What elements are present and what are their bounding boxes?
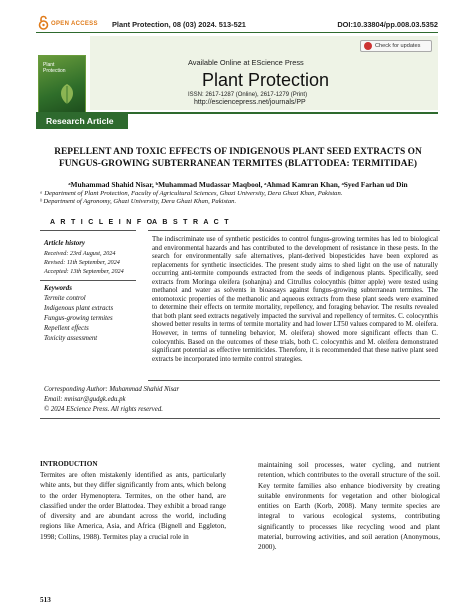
article-title-line2: FUNGUS-GROWING SUBTERRANEAN TERMITES (BLATTODEA: TERMITIDAE) <box>58 159 418 169</box>
article-type-badge: Research Article <box>36 113 128 129</box>
top-bar <box>0 0 474 28</box>
article-history-title: Article history <box>44 239 86 247</box>
crossmark-icon <box>364 42 372 50</box>
introduction-heading: INTRODUCTION <box>40 460 98 468</box>
page-number: 513 <box>40 596 51 604</box>
check-updates-label: Check for updates <box>375 43 421 49</box>
article-info-heading: A R T I C L E I N F O <box>50 219 154 226</box>
abstract-heading: A B S T R A C T <box>152 219 231 226</box>
journal-title: Plant Protection <box>202 70 330 90</box>
correspondence-divider <box>40 418 440 419</box>
author-email[interactable]: Email: mnisar@gudgk.edu.pk <box>44 396 126 403</box>
affiliation-b: ᵇ Department of Agronomy, Ghazi University, Dera Ghazi Khan, Pakistan. <box>40 198 237 205</box>
article-title-line1: REPELLENT AND TOXIC EFFECTS OF INDIGENOUS PLANT SEED EXTRACTS ON <box>54 147 422 157</box>
top-divider <box>36 32 438 33</box>
keyword-item: Termite control <box>44 295 86 302</box>
keyword-item: Toxicity assessment <box>44 335 98 342</box>
journal-url-link[interactable]: http://esciencepress.net/journals/PP <box>194 99 306 106</box>
journal-header <box>90 36 438 110</box>
cover-title-line2: Protection <box>43 68 66 74</box>
abstract-top-divider <box>148 230 440 231</box>
accepted-date: Accepted: 13th September, 2024 <box>44 268 124 275</box>
keywords-title: Keywords <box>44 284 72 292</box>
keywords-divider <box>40 280 136 281</box>
revised-date: Revised: 11th September, 2024 <box>44 259 120 266</box>
introduction-left-column: Termites are often mistakenly identified as ants, particularly white ants, but they differ significantly from ants, which belong to the order Hymenoptera. Termites, on the other hand, are classified under the order Blattodea. They exhibit a broad range of diversity and are abundant across the world, including regions like America, Asia, and Africa (Bignell and Eggleton, 1998; Collins, 1988). Termites play a crucial role in <box>40 471 226 541</box>
issn-text: ISSN: 2617-1287 (Online), 2617-1279 (Print) <box>188 92 308 98</box>
article-title <box>36 146 440 170</box>
author-list: ᵃMuhammad Shahid Nisar, ᵇMuhammad Mudassar Maqbool, ᵃAhmad Kamran Khan, ᵃSyed Farhan ud Din <box>68 180 408 189</box>
cover-title <box>43 62 66 74</box>
keyword-item: Fungus-growing termites <box>44 315 113 322</box>
doi-link[interactable]: DOI:10.33804/pp.008.03.5352 <box>337 20 438 29</box>
open-access-lock-icon <box>38 15 49 30</box>
cover-title-line1: Plant <box>43 62 55 68</box>
affiliation-a: ᵃ Department of Plant Protection, Faculty of Agricultural Sciences, Ghazi University, Dera Ghazi Khan, Pakistan. <box>40 190 343 197</box>
check-for-updates-button[interactable] <box>360 40 432 52</box>
journal-reference: Plant Protection, 08 (03) 2024. 513-521 <box>112 20 246 29</box>
corresponding-author: Corresponding Author: Muhammad Shahid Nisar <box>44 386 180 393</box>
article-info-divider <box>40 230 136 231</box>
abstract-bottom-divider <box>148 380 440 381</box>
keyword-item: Repellent effects <box>44 325 89 332</box>
open-access-logo-text: OPEN ACCESS <box>51 21 98 27</box>
received-date: Received: 23rd August, 2024 <box>44 250 116 257</box>
leaf-icon <box>57 82 77 106</box>
keyword-item: Indigenous plant extracts <box>44 305 114 312</box>
available-online-text: Available Online at EScience Press <box>188 58 304 67</box>
copyright-notice: © 2024 EScience Press. All rights reserved. <box>44 406 163 413</box>
journal-cover-image <box>38 55 86 113</box>
abstract-text: The indiscriminate use of synthetic pesticides to control fungus-growing termites has led to biological and environmental hazards and has contributed to the development of resistance in these pests. In the search for environmentally safe alternatives, plant-derived biopesticides have been explored as replacements for synthetic insecticides. The present study aims to shed light on the use of naturally occurring anti-termite compounds extracted from the seeds of indigenous plants. Specifically, seed extracts from Moringa oleifera (sohanjna) and Citrullus colocynthis (bitter apple) were tested using methanol and water as solvents in bioassays against fungus-growing subterranean termites. The entomotoxic properties of the methanolic and aqueous extracts from these plant seeds were examined to determine their effects on termite mortality, repellency, and foraging behavior. The results revealed that both plant seed extracts negatively impacted the survival and repellency of termites. C. colocynthis showed better results in terms of termite mortality and had lower LT50 values compared to M. oleifera. However, in terms of tunneling behavior, M. oleifera) showed more significant effects than C. colocynthis. Based on the outcomes of these trials, both C. colocynthis and M. oleifera demonstrated significant potential as effective termiticides. Therefore, it is recommended that these native plant seed extracts be incorporated into termite control strategies. <box>152 236 438 363</box>
introduction-right-column: maintaining soil processes, water cycling, and nutrient retention, which contributes to the overall structure of the soil. Key termite families also enhance biodiversity by creating suitable environments for vegetation and other biological entities on Earth (Korb, 2008). Many termite species are integral to various ecological systems, contributing significantly to processes like recycling wood and plant material, burrowing activities, and soil aeration (Anonymous, 2000). <box>258 461 440 552</box>
